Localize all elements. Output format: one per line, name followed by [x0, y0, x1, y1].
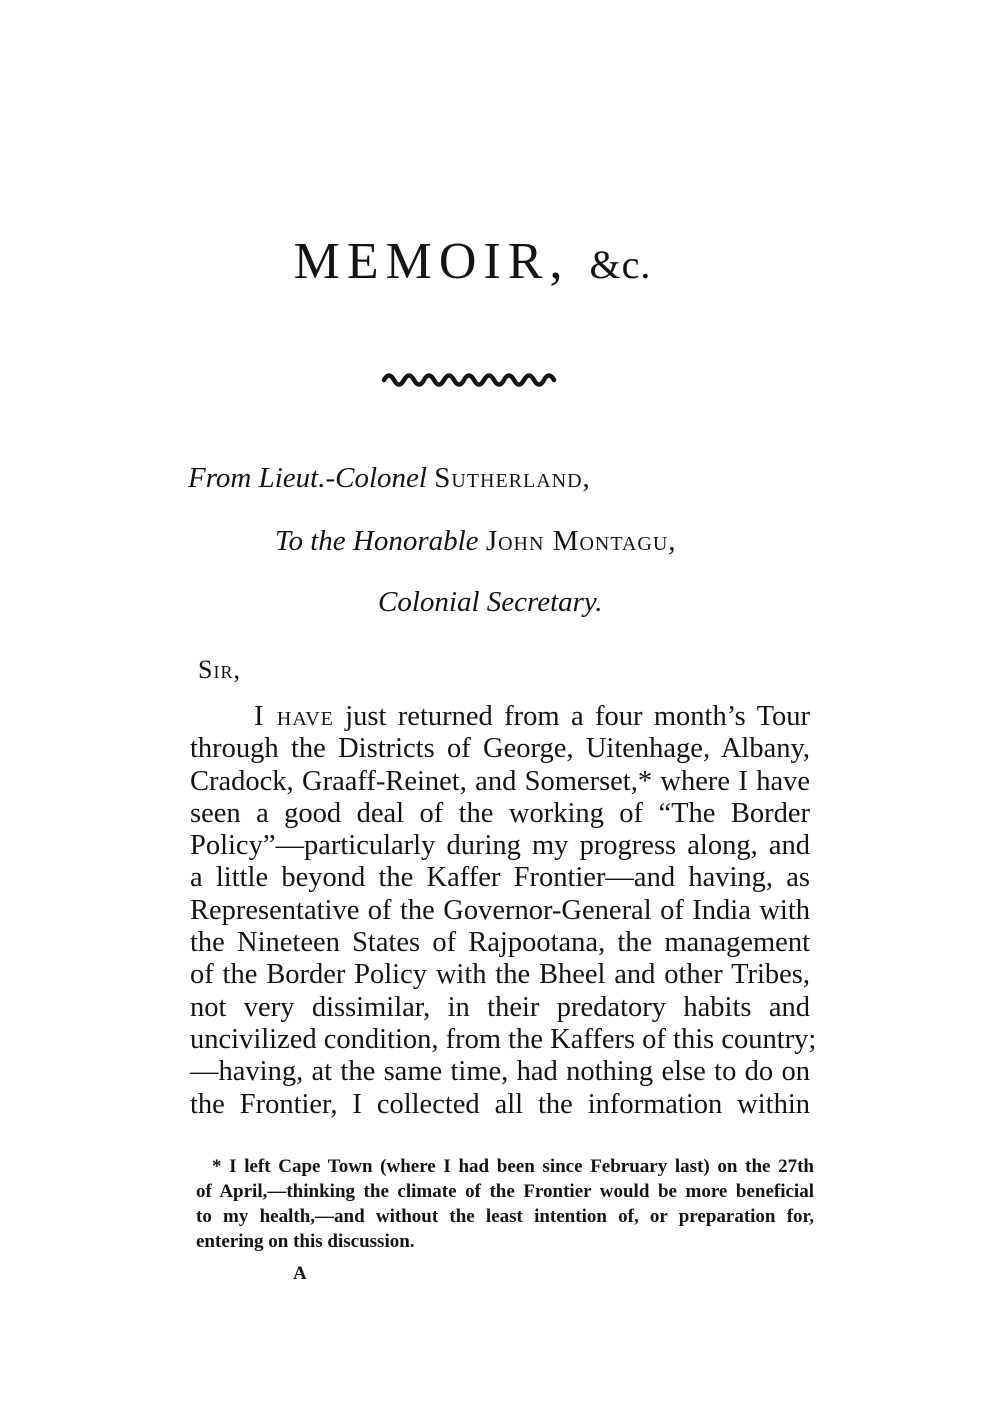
footnote-line: of April,—thinking the climate of the Frontier would be more beneficial: [196, 1181, 814, 1202]
address-role-text: Colonial Secretary.: [378, 586, 603, 618]
body-first-line-rest: just returned from a four month’s Tour: [333, 701, 810, 732]
address-to: [275, 525, 677, 558]
address-from: [188, 462, 591, 495]
body-line: Cradock, Graaff-Reinet, and Somerset,* where I have: [190, 765, 810, 797]
body-line: Representative of the Governor-General of India with: [190, 894, 810, 926]
body-paragraph: [190, 701, 817, 1121]
title-suffix: &c.: [589, 242, 652, 287]
body-line: uncivilized condition, from the Kaffers of this country;: [190, 1023, 817, 1055]
body-line: seen a good deal of the working of “The Border: [190, 797, 810, 829]
signature-mark: A: [293, 1263, 307, 1284]
body-line: through the Districts of George, Uitenhage, Albany,: [190, 733, 810, 765]
body-lead-small-caps: I have: [254, 701, 334, 732]
address-to-prefix: To the Honorable: [275, 525, 479, 557]
body-line: the Frontier, I collected all the information within: [190, 1088, 810, 1120]
salutation: Sir,: [198, 655, 241, 684]
body-line: not very dissimilar, in their predatory habits and: [190, 991, 810, 1023]
footnote: [196, 1154, 814, 1254]
body-line: [190, 701, 810, 733]
address-from-name: Sutherland,: [434, 462, 591, 494]
address-to-name: John Montagu,: [485, 525, 677, 557]
body-line: —having, at the same time, had nothing else to do on: [190, 1056, 810, 1088]
body-line: of the Border Policy with the Bheel and other Tribes,: [190, 959, 810, 991]
title-main: MEMOIR,: [293, 233, 570, 290]
wavy-rule-ornament-icon: [382, 368, 562, 390]
body-line: the Nineteen States of Rajpootana, the management: [190, 927, 810, 959]
page-title: [0, 232, 945, 291]
body-line: Policy”—particularly during my progress along, and: [190, 830, 810, 862]
footnote-line: to my health,—and without the least intention of, or preparation for,: [196, 1206, 814, 1227]
footnote-line: entering on this discussion.: [196, 1231, 415, 1252]
body-line: a little beyond the Kaffer Frontier—and having, as: [190, 862, 810, 894]
footnote-line: * I left Cape Town (where I had been since February last) on the 27th: [212, 1156, 814, 1177]
address-role: [378, 586, 602, 619]
address-from-prefix: From Lieut.-Colonel: [188, 462, 427, 494]
